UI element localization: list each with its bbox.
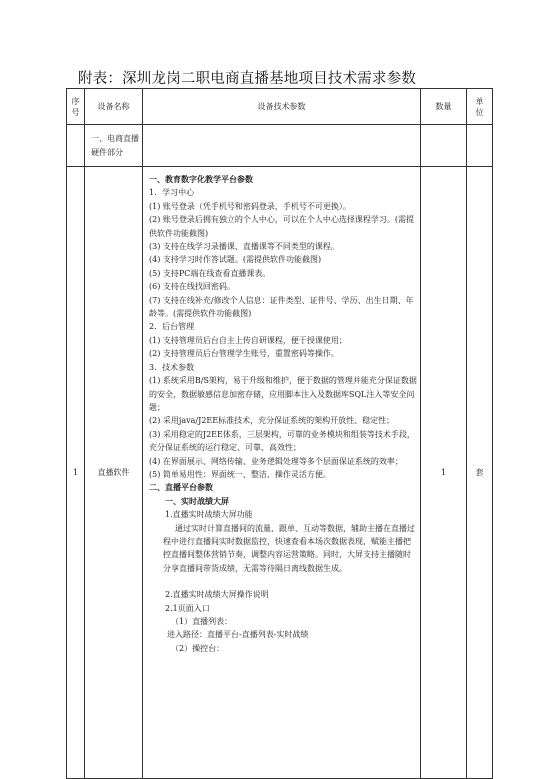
spec-line: 2.直播实时战绩大屏操作说明 xyxy=(165,590,269,600)
spec-line: (5) 支持PC端在线查看直播课表。 xyxy=(149,268,271,278)
header-row xyxy=(67,89,493,125)
spec-line: （2）操控台： xyxy=(171,643,225,653)
spec-line: (7) 支持在线补充/修改个人信息：证件类型、证件号、学历、出生日期、年龄等。(需提供软件功能截图) xyxy=(149,295,414,319)
spec-line: (4) 在界面展示、网络传输、业务逻辑处理等多个层面保证系统的效率； xyxy=(149,456,403,466)
spec-line: 二、直播平台参数 xyxy=(149,482,213,493)
spec-line: 2.1页面入口 xyxy=(165,603,210,613)
spec-line: (3) 采用稳定的J2EE体系，三层架构，可靠的业务模块和组装等技术手段，充分保证系统的运行稳定、可靠、高效性； xyxy=(149,429,415,453)
row-no: 1 xyxy=(67,167,85,779)
spec-line: (2) 支持管理员后台管理学生账号，重置密码等操作。 xyxy=(149,349,339,359)
spec-line: 3．技术参数 xyxy=(149,362,195,372)
header-unit: 单位 xyxy=(467,89,493,125)
spec-content xyxy=(143,167,421,779)
spec-line: 1.直播实时战绩大屏功能 xyxy=(165,510,253,520)
spec-line: (3) 支持在线学习录播课、直播课等不同类型的课程。 xyxy=(149,242,339,252)
spec-line: (2) 账号登录后拥有独立的个人中心，可以在个人中心选择课程学习。(需提供软件功能截图) xyxy=(149,215,414,238)
spec-line: 进入路径：直播平台-直播列表-实时战绩 xyxy=(167,630,309,640)
spec-line: 一、实时战绩大屏 xyxy=(165,495,229,506)
spec-line: 一、教育数字化教学平台参数 xyxy=(149,174,253,184)
header-no: 序号 xyxy=(67,89,85,125)
spec-line: (2) 采用java/J2EE标准技术，充分保证系统的架构开放性、稳定性； xyxy=(149,416,395,426)
spec-line: （1）直播列表： xyxy=(171,617,233,626)
spec-line: (4) 支持学习时作答试题。(需提供软件功能截图) xyxy=(149,255,322,265)
spec-line: (5) 简单易用性：界面统一、整洁、操作灵活方便。 xyxy=(149,469,331,479)
header-qty: 数量 xyxy=(421,89,467,125)
header-spec: 设备技术参数 xyxy=(143,89,421,125)
spec-line: 2．后台管理 xyxy=(149,322,195,332)
section-label: 一、电商直播硬件部分 xyxy=(85,125,143,167)
row-name: 直播软件 xyxy=(85,167,143,779)
spec-line: (1) 支持管理员后台自主上传自研课程，便于授课使用； xyxy=(149,335,347,345)
spec-line: (1) 系统采用B/S架构，易于升级和维护，便于数据的管理并能充分保证数据的安全，数据敏感信息加密存储，应用脚本注入及数据库SQL注入等安全问题； xyxy=(149,376,417,412)
table-row xyxy=(67,167,493,779)
spec-line: 1．学习中心 xyxy=(149,188,195,198)
spec-line: (1) 账号登录（凭手机号和密码登录，手机号不可更换）。 xyxy=(149,201,351,211)
spec-line: (6) 支持在线找回密码。 xyxy=(149,282,235,292)
spec-line: 通过实时计算直播间的流量、跟单、互动等数据，辅助主播在直播过程中进行直播间实时数据监控，快速查看本场次数据表现，赋能主播把控直播间整体营销节奏，调整内容运营策略。同时，大屏支持主播随时分享直播间带货成绩，无需等待隔日离线数据生成。 xyxy=(163,523,415,573)
document-title: 附表：深圳龙岗二职电商直播基地项目技术需求参数 xyxy=(78,71,417,87)
spec-table xyxy=(66,88,493,779)
header-name: 设备名称 xyxy=(85,89,143,125)
row-unit: 套 xyxy=(467,167,493,779)
row-qty: 1 xyxy=(421,167,467,779)
section-row xyxy=(67,125,493,167)
